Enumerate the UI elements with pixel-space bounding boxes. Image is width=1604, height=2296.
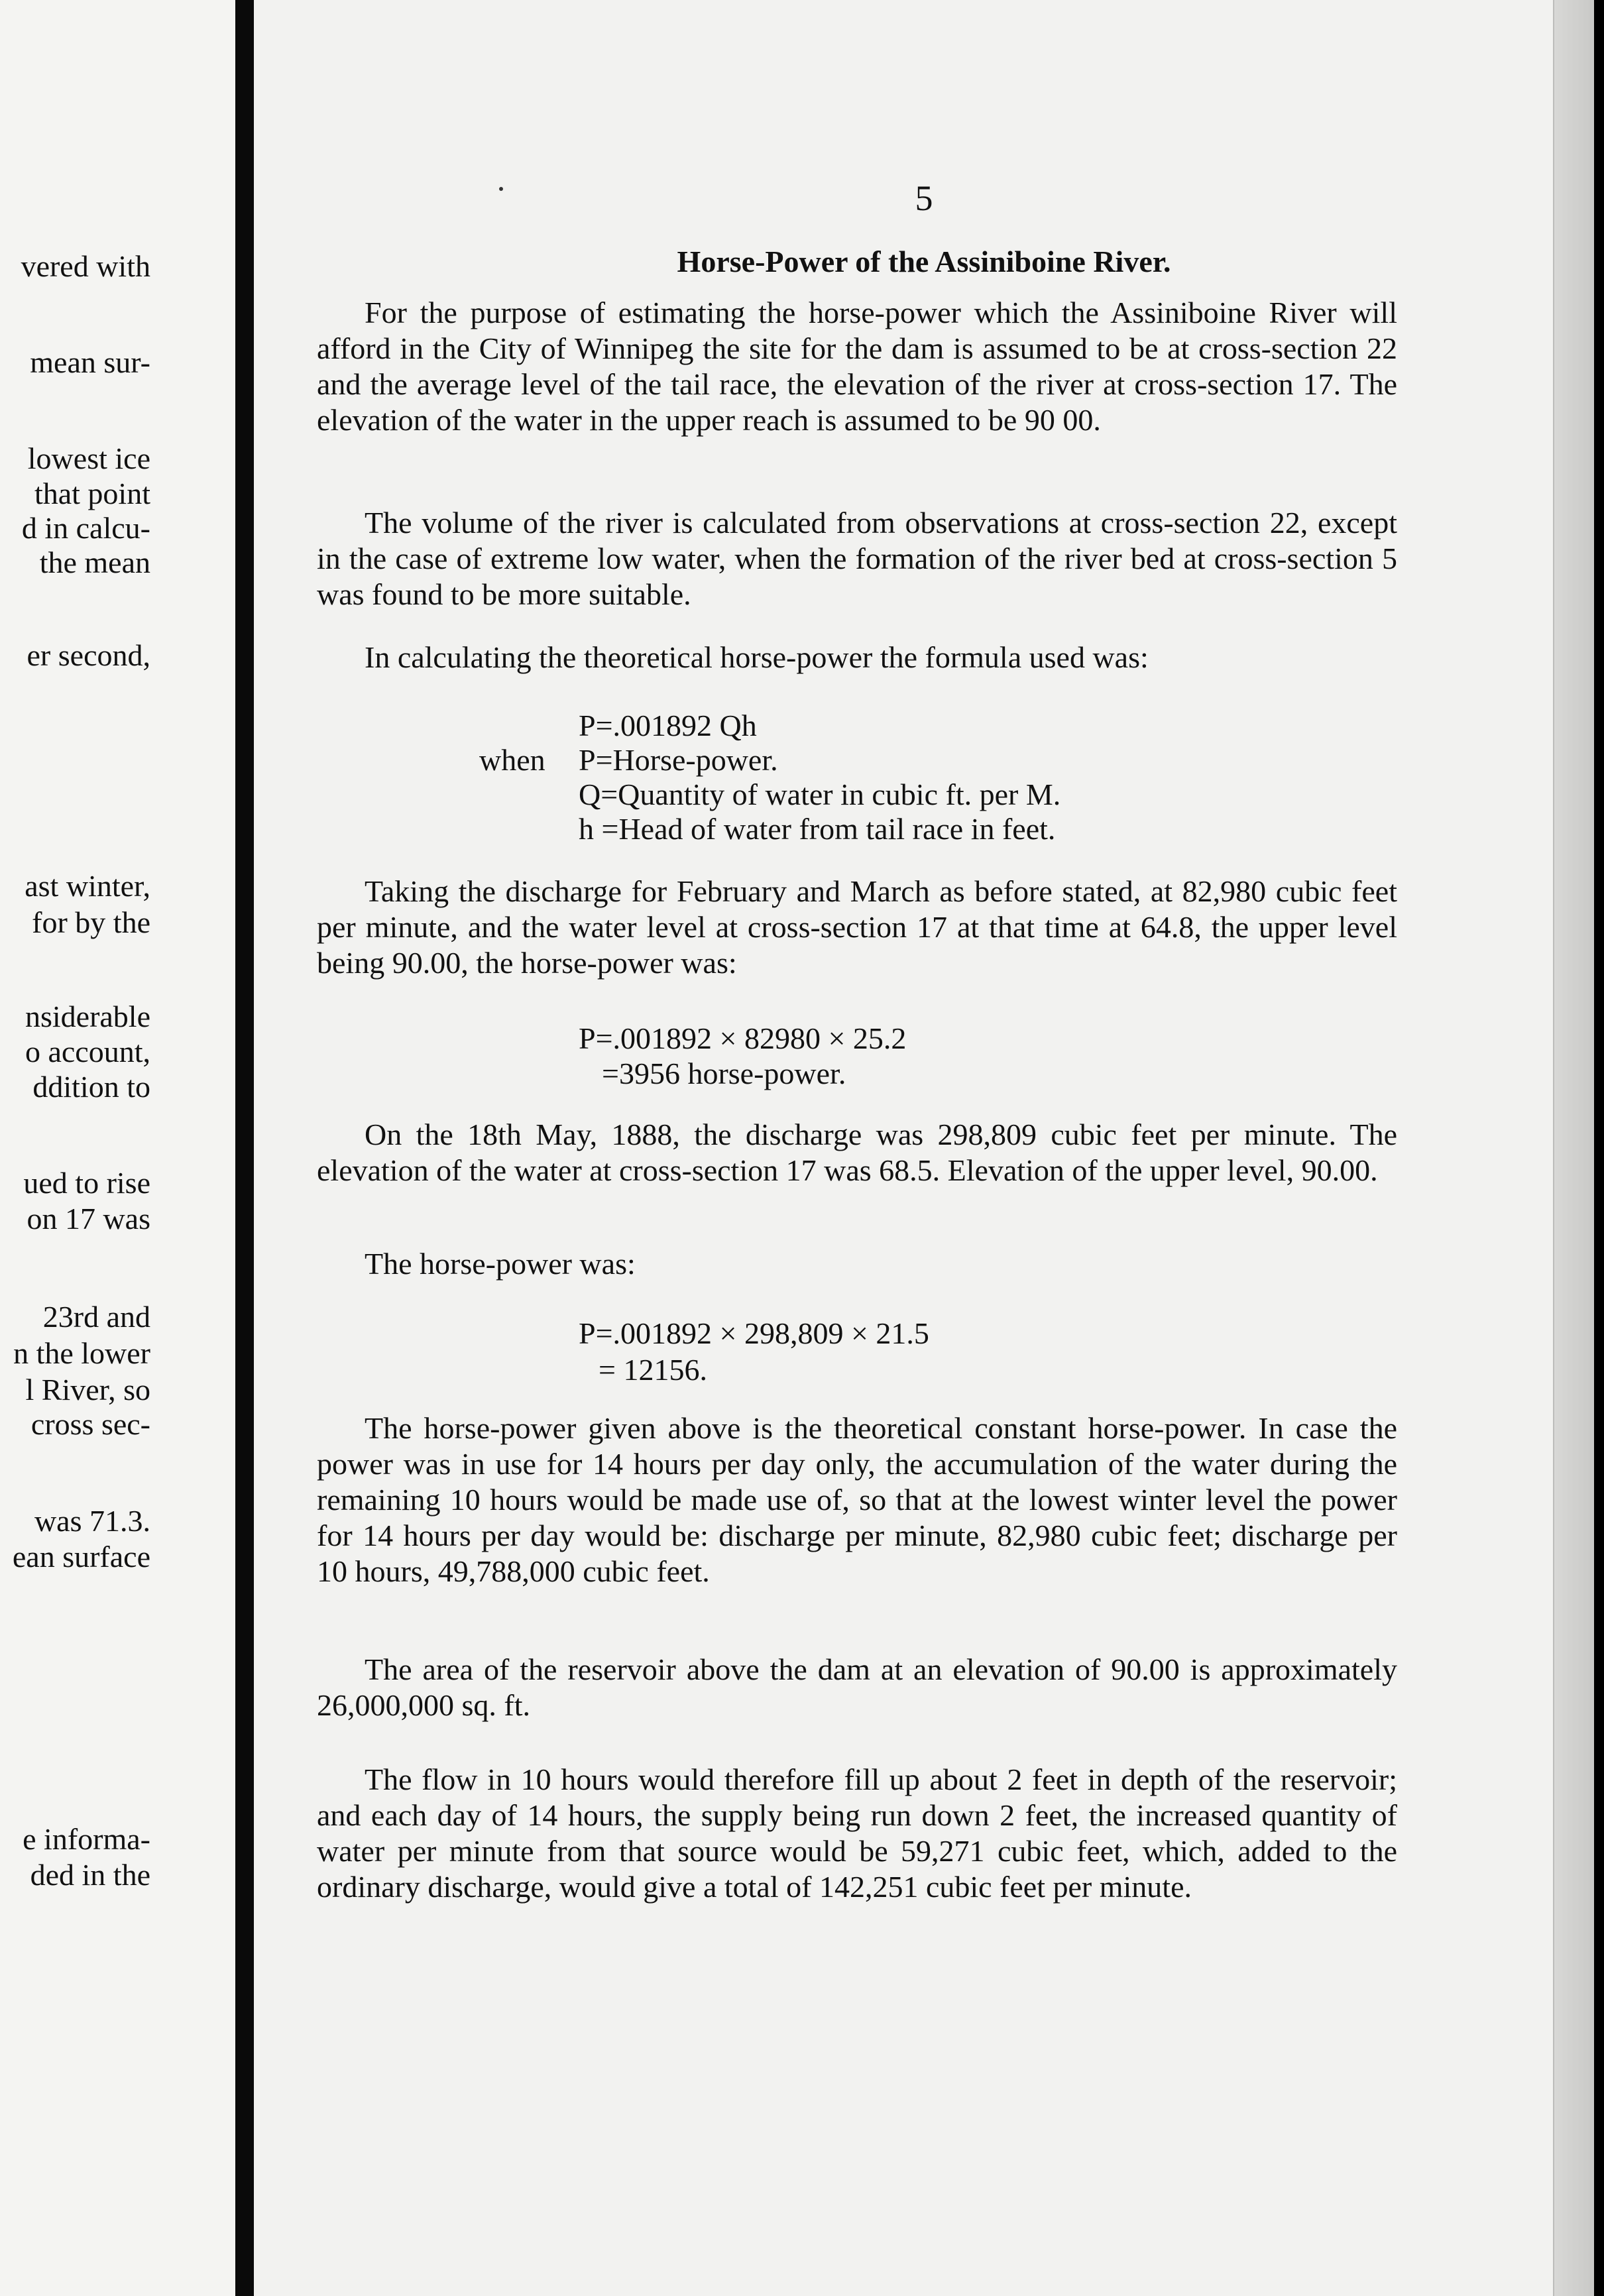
calc1-line: P=.001892 × 82980 × 25.2 [579,1021,907,1055]
formula-line: P=Horse-power. [579,743,778,777]
left-text-line: d in calcu- [21,511,150,545]
left-text-line: ast winter, [25,869,150,903]
paragraph-8 [317,1652,1397,1723]
paragraph-3 [317,640,1397,675]
left-text-line: that point [34,477,150,510]
left-text-line: on 17 was [27,1202,150,1235]
left-page-fragment [0,0,235,2296]
page-title: Horse-Power of the Assiniboine River. [677,245,1171,278]
left-text-line: mean sur- [30,345,150,379]
left-text-line: for by the [32,905,150,939]
paragraph-4 [317,874,1397,981]
left-text-line: er second, [27,638,150,672]
paragraph-2 [317,505,1397,612]
left-text-line: l River, so [25,1373,150,1406]
formula-line: Q=Quantity of water in cubic ft. per M. [579,777,1061,811]
left-text-line: ued to rise [23,1166,150,1200]
formula-when: when [479,743,545,777]
left-text-line: n the lower [13,1336,150,1370]
paragraph-text: The horse-power given above is the theoretical constant horse-power. In case the power was in use for 14 hours per day only, the accumulation of the water during the remaining 10 hours would be made use of, so that at the lowest winter level the power for 14 hours per day would be: discharge per minute, 82,980 cubic feet; discharge per 10 hours, 49,788,000 cubic feet. [317,1411,1397,1588]
left-text-line: the mean [39,545,150,579]
formula-line: P=.001892 Qh [579,709,757,742]
paragraph-text: On the 18th May, 1888, the discharge was 298,809 cubic feet per minute. The elevation of the water at cross-section 17 was 68.5. Elevation of the upper level, 90.00. [317,1118,1397,1187]
left-text-line: 23rd and [42,1300,150,1334]
left-text-line: ean surface [12,1540,150,1574]
paragraph-5 [317,1117,1397,1188]
page-number: 5 [915,178,933,218]
left-text-line: cross sec- [30,1407,150,1441]
paragraph-text: For the purpose of estimating the horse-power which the Assiniboine River will afford in the City of Winnipeg the site for the dam is assumed to be at cross-section 22 and the average level of the tail race, the elevation of the river at cross-section 17. The elevation of the water in the upper reach is assumed to be 90 00. [317,296,1397,437]
left-text-line: vered with [21,249,150,283]
book-gutter [235,0,254,2296]
main-page [254,0,1594,2296]
calc1-line: =3956 horse-power. [602,1057,846,1090]
left-text-line: e informa- [23,1822,150,1856]
left-text-line: nsiderable [25,1000,150,1033]
left-text-line: ddition to [32,1070,150,1104]
paragraph-1 [317,295,1397,438]
paragraph-text: The horse-power was: [365,1247,636,1281]
paragraph-text: The area of the reservoir above the dam at an elevation of 90.00 is approximately 26,000,000 sq. ft. [317,1652,1397,1722]
paragraph-7 [317,1410,1397,1589]
left-text-line: o account, [25,1035,150,1068]
paragraph-text: In calculating the theoretical horse-power the formula used was: [365,640,1149,674]
left-text-line: was 71.3. [34,1504,150,1538]
page-edge [1553,0,1594,2296]
formula-line: h =Head of water from tail race in feet. [579,812,1056,846]
paragraph-6 [317,1246,1397,1282]
calc2-line: = 12156. [599,1353,707,1387]
paragraph-text: The volume of the river is calculated from observations at cross-section 22, except in the case of extreme low water, when the formation of the river bed at cross-section 5 was found to be more suitable. [317,506,1397,611]
left-text-line: ded in the [30,1858,150,1892]
paragraph-text: The flow in 10 hours would therefore fill up about 2 feet in depth of the reservoir; and each day of 14 hours, the supply being run down 2 feet, the increased quantity of water per minute from that source would be 59,271 cubic feet, which, added to the ordinary discharge, would give a total of 142,251 cubic feet per minute. [317,1762,1397,1904]
paragraph-text: Taking the discharge for February and March as before stated, at 82,980 cubic feet per minute, and the water level at cross-section 17 at that time at 64.8, the upper level being 90.00, the horse-power was: [317,874,1397,980]
paragraph-9 [317,1762,1397,1905]
calc2-line: P=.001892 × 298,809 × 21.5 [579,1316,929,1350]
left-text-line: lowest ice [27,441,150,475]
